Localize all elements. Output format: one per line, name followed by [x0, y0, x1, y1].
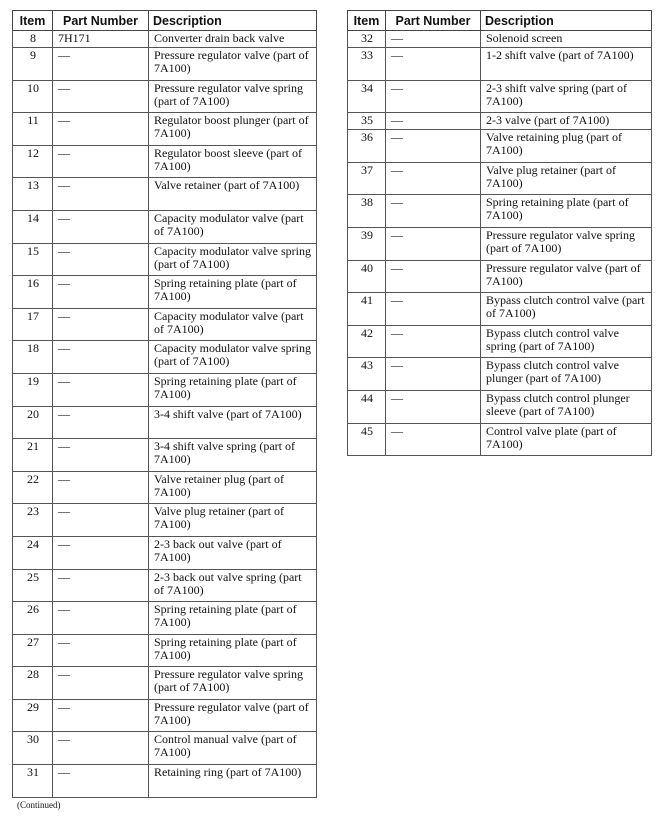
part-number-cell: —: [53, 406, 149, 439]
part-number-cell: 7H171: [53, 31, 149, 48]
table-row: [13, 178, 317, 211]
table-row: [348, 130, 652, 163]
table-row: [13, 276, 317, 309]
table-row: [348, 423, 652, 456]
description-cell: Capacity modulator valve (part of 7A100): [149, 210, 317, 243]
item-cell: 41: [348, 293, 386, 326]
header-item: Item: [13, 11, 53, 31]
table-row: [13, 373, 317, 406]
description-cell: Spring retaining plate (part of 7A100): [481, 195, 652, 228]
part-number-cell: —: [53, 341, 149, 374]
part-number-cell: —: [53, 732, 149, 765]
description-cell: Pressure regulator valve spring (part of 7A100): [149, 80, 317, 113]
description-cell: 2-3 back out valve (part of 7A100): [149, 536, 317, 569]
table-row: [348, 325, 652, 358]
description-cell: Pressure regulator valve spring (part of 7A100): [149, 667, 317, 700]
part-number-cell: —: [53, 308, 149, 341]
description-cell: 2-3 shift valve spring (part of 7A100): [481, 80, 652, 113]
item-cell: 16: [13, 276, 53, 309]
description-cell: Pressure regulator valve (part of 7A100): [149, 699, 317, 732]
description-cell: Bypass clutch control valve spring (part of 7A100): [481, 325, 652, 358]
table-row: [13, 699, 317, 732]
item-cell: 22: [13, 471, 53, 504]
description-cell: Valve plug retainer (part of 7A100): [481, 162, 652, 195]
table-row: [13, 732, 317, 765]
header-description: Description: [149, 11, 317, 31]
item-cell: 17: [13, 308, 53, 341]
item-cell: 30: [13, 732, 53, 765]
description-cell: Bypass clutch control valve plunger (part of 7A100): [481, 358, 652, 391]
description-cell: 1-2 shift valve (part of 7A100): [481, 48, 652, 81]
part-number-cell: —: [53, 373, 149, 406]
item-cell: 12: [13, 145, 53, 178]
table-row: [348, 390, 652, 423]
description-cell: 3-4 shift valve (part of 7A100): [149, 406, 317, 439]
part-number-cell: —: [386, 293, 481, 326]
part-number-cell: —: [53, 178, 149, 211]
item-cell: 45: [348, 423, 386, 456]
item-cell: 14: [13, 210, 53, 243]
item-cell: 29: [13, 699, 53, 732]
table-row: [13, 210, 317, 243]
part-number-cell: —: [53, 48, 149, 81]
table-row: [348, 31, 652, 48]
part-number-cell: —: [53, 439, 149, 472]
description-cell: Capacity modulator valve spring (part of 7A100): [149, 243, 317, 276]
part-number-cell: —: [386, 195, 481, 228]
part-number-cell: —: [386, 358, 481, 391]
item-cell: 25: [13, 569, 53, 602]
header-part-number: Part Number: [386, 11, 481, 31]
parts-table-right: [347, 10, 652, 456]
part-number-cell: —: [53, 471, 149, 504]
part-number-cell: —: [53, 536, 149, 569]
part-number-cell: —: [53, 602, 149, 635]
part-number-cell: —: [386, 113, 481, 130]
description-cell: 2-3 back out valve spring (part of 7A100): [149, 569, 317, 602]
table-row: [348, 48, 652, 81]
part-number-cell: —: [386, 227, 481, 260]
item-cell: 34: [348, 80, 386, 113]
description-cell: Converter drain back valve: [149, 31, 317, 48]
item-cell: 27: [13, 634, 53, 667]
part-number-cell: —: [386, 31, 481, 48]
description-cell: Bypass clutch control plunger sleeve (part of 7A100): [481, 390, 652, 423]
description-cell: Solenoid screen: [481, 31, 652, 48]
header-description: Description: [481, 11, 652, 31]
item-cell: 33: [348, 48, 386, 81]
table-row: [13, 308, 317, 341]
item-cell: 8: [13, 31, 53, 48]
description-cell: Pressure regulator valve (part of 7A100): [481, 260, 652, 293]
description-cell: Valve retainer (part of 7A100): [149, 178, 317, 211]
description-cell: Control manual valve (part of 7A100): [149, 732, 317, 765]
part-number-cell: —: [53, 634, 149, 667]
table-row: [348, 293, 652, 326]
parts-table-left: [12, 10, 317, 798]
table-row: [348, 358, 652, 391]
part-number-cell: —: [386, 48, 481, 81]
description-cell: Spring retaining plate (part of 7A100): [149, 602, 317, 635]
item-cell: 42: [348, 325, 386, 358]
part-number-cell: —: [53, 276, 149, 309]
description-cell: Regulator boost sleeve (part of 7A100): [149, 145, 317, 178]
item-cell: 20: [13, 406, 53, 439]
header-item: Item: [348, 11, 386, 31]
description-cell: Spring retaining plate (part of 7A100): [149, 373, 317, 406]
part-number-cell: —: [53, 504, 149, 537]
item-cell: 13: [13, 178, 53, 211]
item-cell: 24: [13, 536, 53, 569]
table-row: [13, 31, 317, 48]
table-row: [348, 113, 652, 130]
item-cell: 32: [348, 31, 386, 48]
part-number-cell: —: [53, 667, 149, 700]
table-row: [13, 504, 317, 537]
table-row: [13, 602, 317, 635]
table-header: [348, 11, 652, 31]
part-number-cell: —: [53, 210, 149, 243]
part-number-cell: —: [386, 325, 481, 358]
table-row: [13, 341, 317, 374]
table-row: [13, 145, 317, 178]
table-row: [13, 634, 317, 667]
item-cell: 19: [13, 373, 53, 406]
item-cell: 39: [348, 227, 386, 260]
description-cell: Capacity modulator valve (part of 7A100): [149, 308, 317, 341]
table-row: [348, 260, 652, 293]
description-cell: Regulator boost plunger (part of 7A100): [149, 113, 317, 146]
description-cell: Pressure regulator valve spring (part of 7A100): [481, 227, 652, 260]
table-row: [13, 80, 317, 113]
item-cell: 11: [13, 113, 53, 146]
item-cell: 18: [13, 341, 53, 374]
part-number-cell: —: [386, 260, 481, 293]
table-row: [13, 667, 317, 700]
table-row: [348, 195, 652, 228]
part-number-cell: —: [53, 113, 149, 146]
item-cell: 10: [13, 80, 53, 113]
item-cell: 21: [13, 439, 53, 472]
table-row: [348, 80, 652, 113]
table-row: [348, 162, 652, 195]
header-part-number: Part Number: [53, 11, 149, 31]
part-number-cell: —: [386, 390, 481, 423]
table-row: [13, 406, 317, 439]
part-number-cell: —: [53, 145, 149, 178]
description-cell: Bypass clutch control valve (part of 7A100): [481, 293, 652, 326]
description-cell: Valve retaining plug (part of 7A100): [481, 130, 652, 163]
part-number-cell: —: [53, 80, 149, 113]
part-number-cell: —: [386, 162, 481, 195]
description-cell: 3-4 shift valve spring (part of 7A100): [149, 439, 317, 472]
item-cell: 28: [13, 667, 53, 700]
description-cell: Spring retaining plate (part of 7A100): [149, 634, 317, 667]
item-cell: 35: [348, 113, 386, 130]
item-cell: 15: [13, 243, 53, 276]
item-cell: 23: [13, 504, 53, 537]
part-number-cell: —: [386, 80, 481, 113]
description-cell: Capacity modulator valve spring (part of 7A100): [149, 341, 317, 374]
item-cell: 26: [13, 602, 53, 635]
part-number-cell: —: [53, 765, 149, 798]
table-row: [13, 48, 317, 81]
part-number-cell: —: [386, 423, 481, 456]
table-header: [13, 11, 317, 31]
description-cell: Valve retainer plug (part of 7A100): [149, 471, 317, 504]
item-cell: 44: [348, 390, 386, 423]
part-number-cell: —: [53, 699, 149, 732]
continued-note: (Continued): [17, 800, 61, 810]
table-row: [13, 243, 317, 276]
table-row: [13, 536, 317, 569]
part-number-cell: —: [53, 569, 149, 602]
description-cell: Retaining ring (part of 7A100): [149, 765, 317, 798]
table-row: [13, 569, 317, 602]
item-cell: 36: [348, 130, 386, 163]
item-cell: 31: [13, 765, 53, 798]
item-cell: 38: [348, 195, 386, 228]
table-row: [13, 765, 317, 798]
table-row: [13, 113, 317, 146]
part-number-cell: —: [53, 243, 149, 276]
table-row: [13, 471, 317, 504]
description-cell: Pressure regulator valve (part of 7A100): [149, 48, 317, 81]
description-cell: 2-3 valve (part of 7A100): [481, 113, 652, 130]
description-cell: Control valve plate (part of 7A100): [481, 423, 652, 456]
description-cell: Spring retaining plate (part of 7A100): [149, 276, 317, 309]
item-cell: 40: [348, 260, 386, 293]
part-number-cell: —: [386, 130, 481, 163]
table-row: [13, 439, 317, 472]
item-cell: 43: [348, 358, 386, 391]
description-cell: Valve plug retainer (part of 7A100): [149, 504, 317, 537]
item-cell: 37: [348, 162, 386, 195]
table-row: [348, 227, 652, 260]
item-cell: 9: [13, 48, 53, 81]
